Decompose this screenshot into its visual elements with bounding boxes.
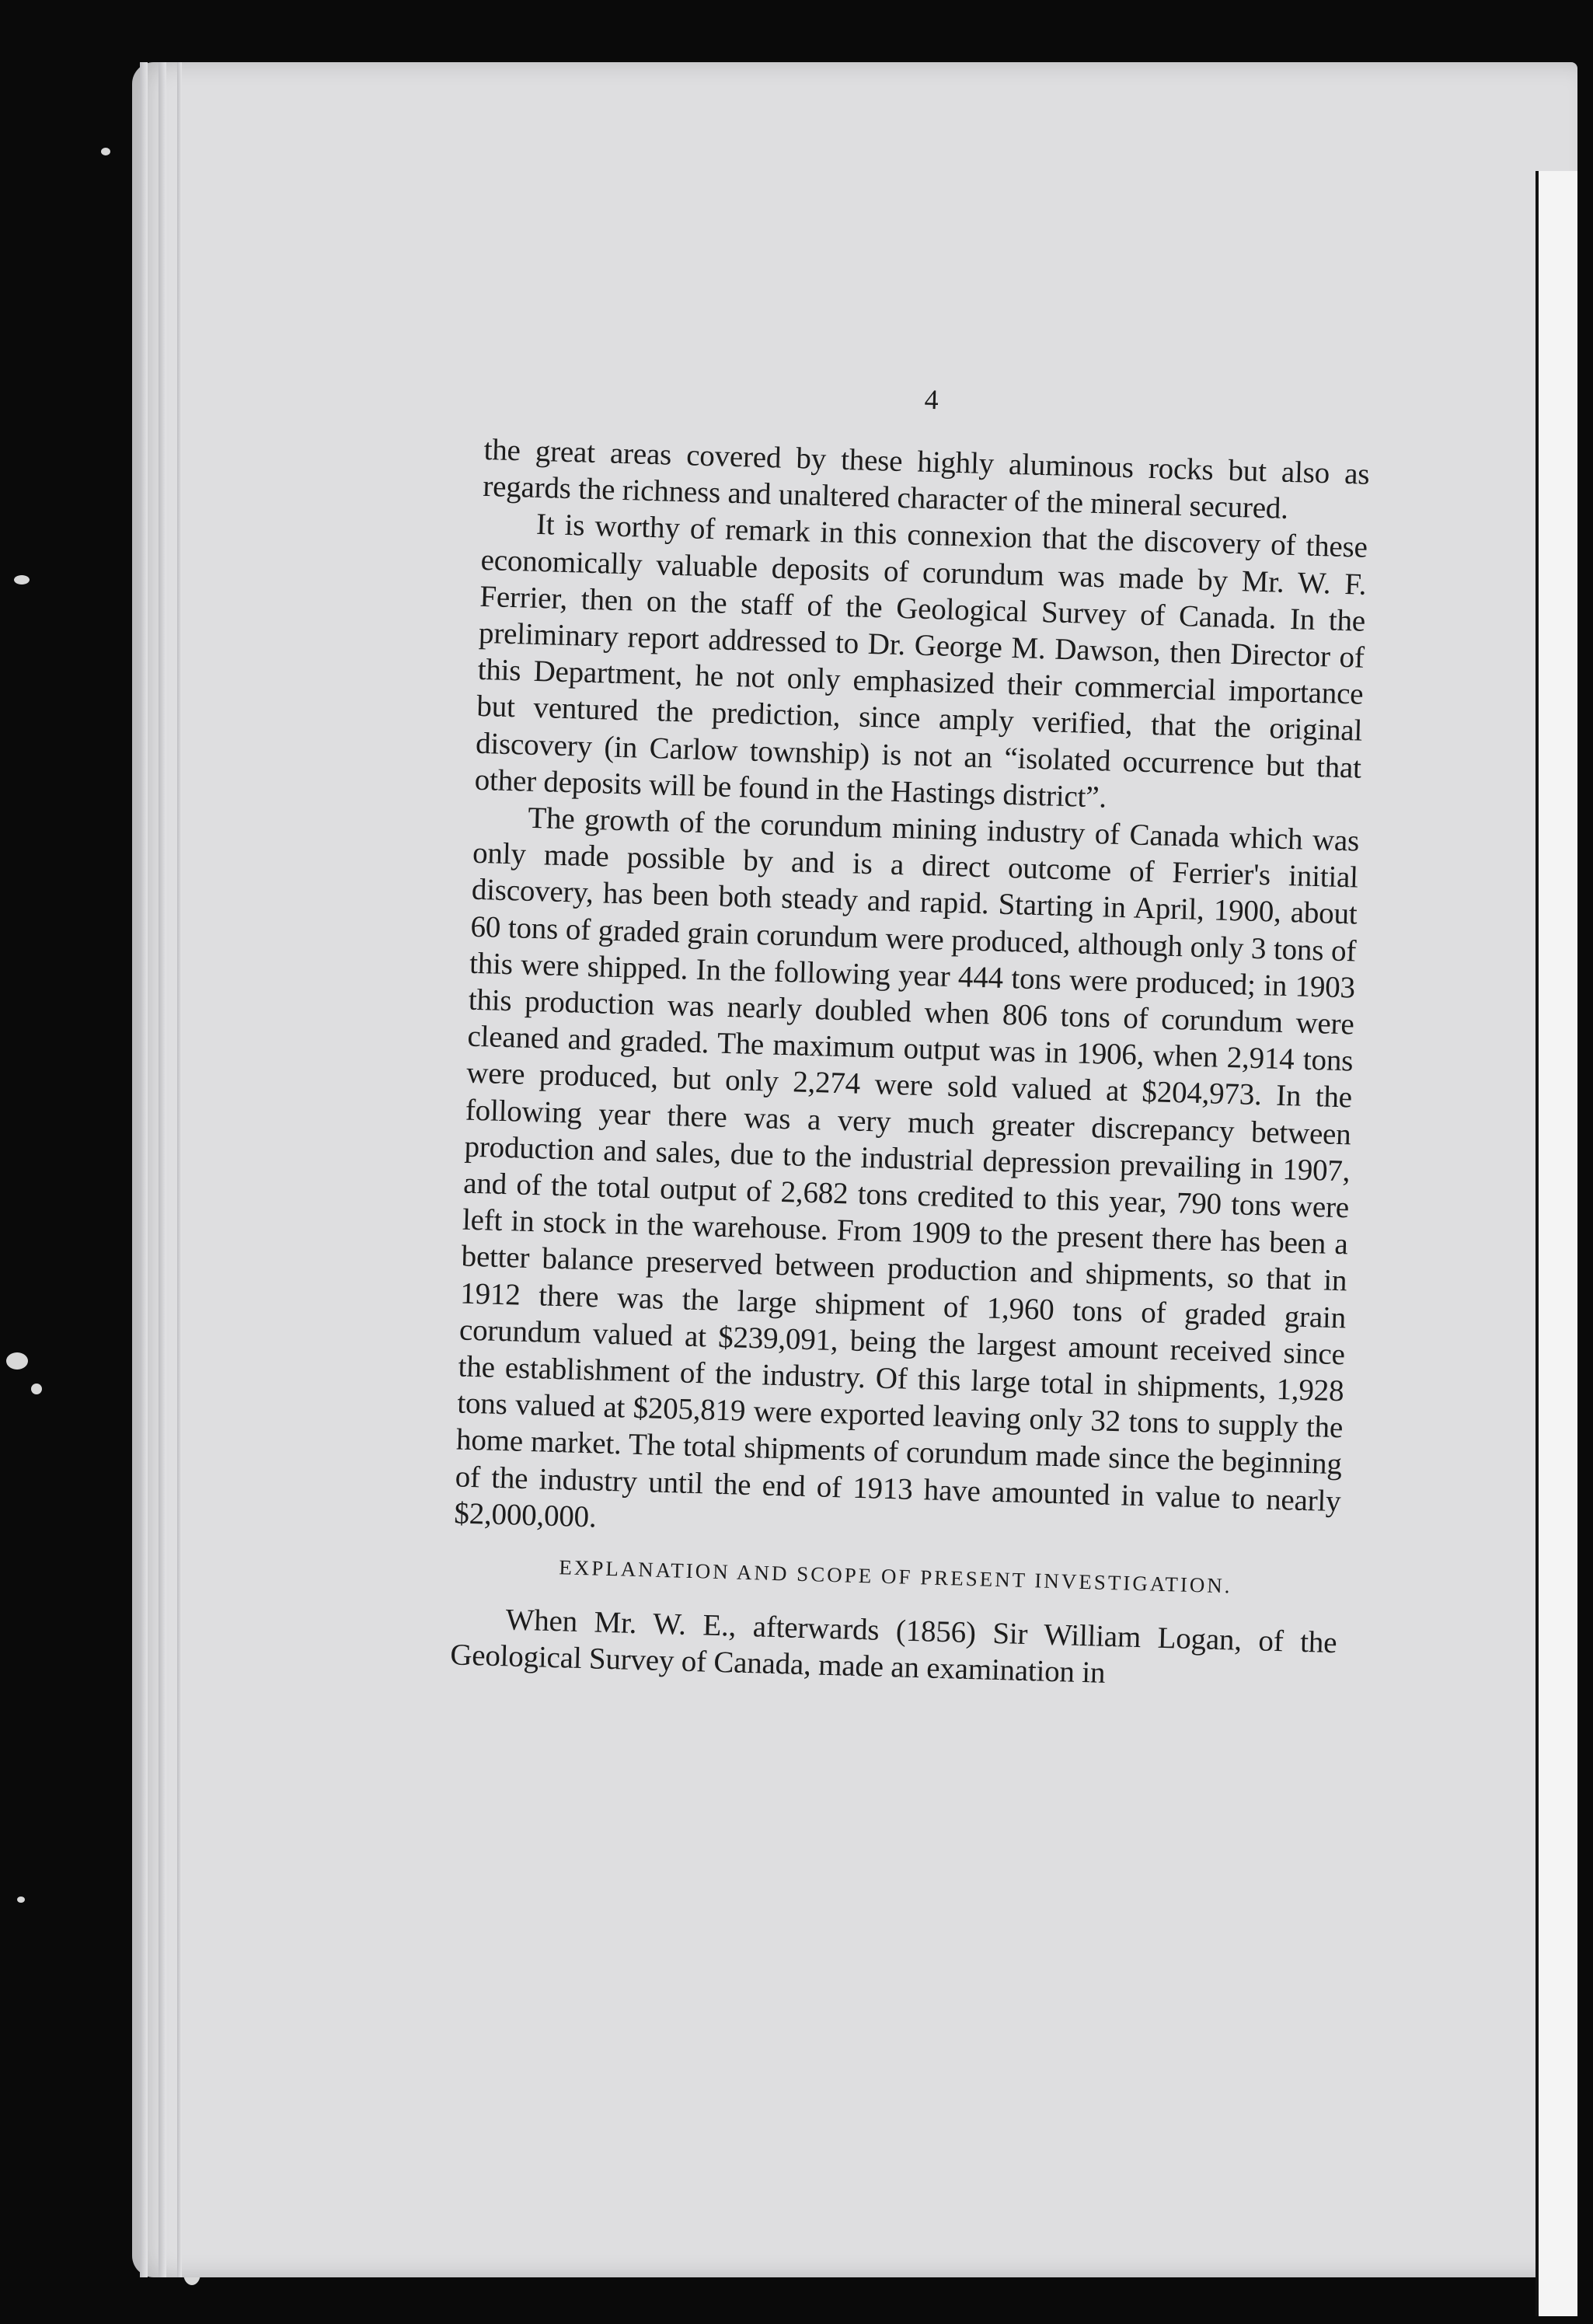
body-text (450, 431, 1370, 1698)
paragraph: It is worthy of remark in this connexion that the discovery of these economically valuable deposits of corundum was made by Mr. W. F. Ferrier, then on the staff of the Geological Survey of Canada. In the preliminary report addressed to Dr. George M. Dawson, then Director of this Department, he not only emphasized their commercial importance but ventured the prediction, since amply verified, that the original discovery (in Carlow township) is not an “isolated occurrence but that other deposits will be found in the Hastings district”. (474, 508, 1368, 815)
paragraph: the great areas covered by these highly aluminous rocks but also as regards the richness and unaltered character of the mineral secured. (482, 432, 1370, 526)
page-number: 4 (924, 383, 939, 416)
section-heading: EXPLANATION AND SCOPE OF PRESENT INVESTIGATION. (558, 1555, 1232, 1598)
paragraph: When Mr. W. E., afterwards (1856) Sir William Logan, of the Geological Survey of Canada, made an examination in (449, 1603, 1337, 1691)
paragraph: The growth of the corundum mining industry of Canada which was only made possible by and is a direct outcome of Ferrier's initial discovery, has been both steady and rapid. Starting in April, 1900, about 60 tons of graded grain corundum were produced, although only 3 tons of this were shipped. In the following year 444 tons were produced; in 1903 this production was nearly doubled when 806 tons of corundum were cleaned and graded. The maximum output was in 1906, when 2,914 tons were produced, but only 2,274 were sold valued at $204,973. In the following year there was a very much greater discrepancy between production and sales, due to the industrial depression prevailing in 1907, and of the total output of 2,682 tons credited to this year, 790 tons were left in stock in the warehouse. From 1909 to the present there has been a better balance preserved between production and shipments, so that in 1912 there was the large shipment of 1,960 tons of graded grain corundum valued at $239,091, being the largest amount received since the establishment of the industry. Of this large total in shipments, 1,928 tons valued at $205,819 were exported leaving only 32 tons to supply the home market. The total shipments of corundum made since the beginning of the industry until the end of 1913 have amounted in value to nearly $2,000,000. (453, 801, 1360, 1534)
